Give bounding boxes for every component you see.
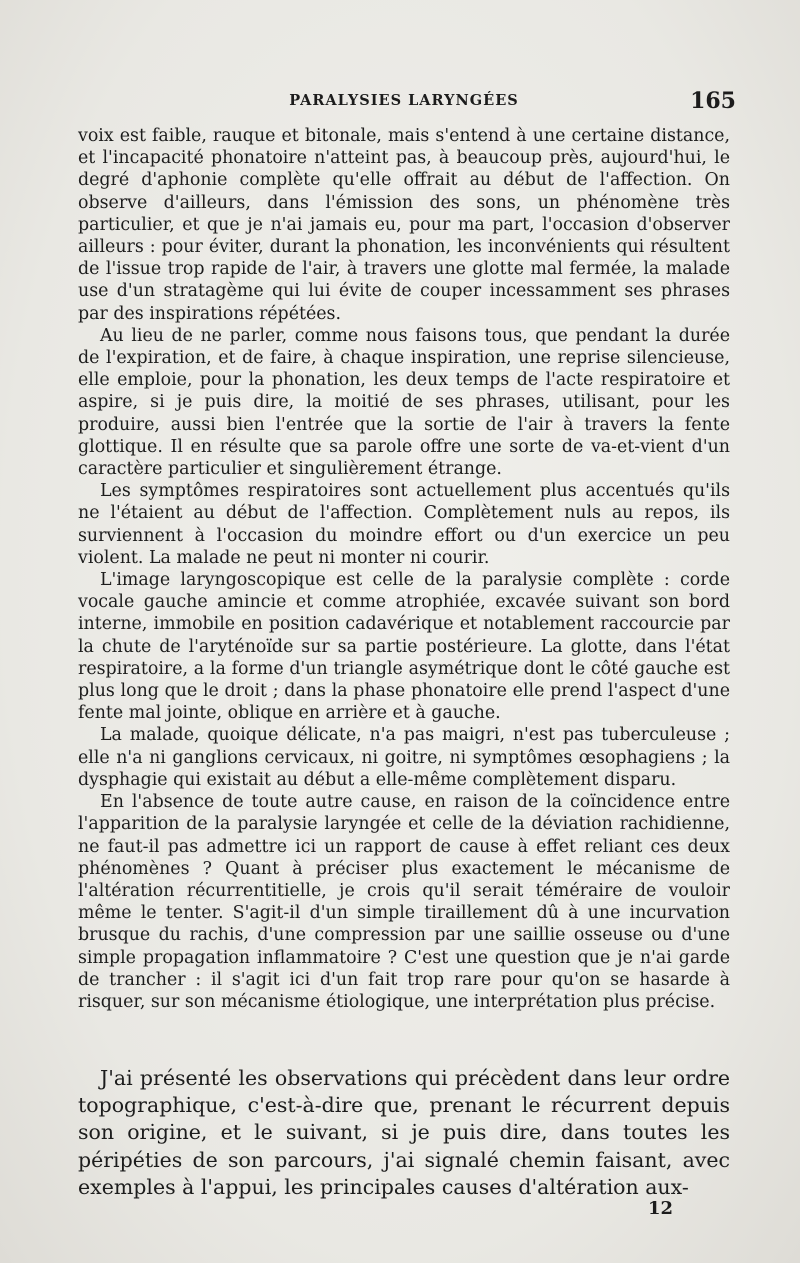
paragraph: La malade, quoique délicate, n'a pas maigri, n'est pas tuberculeuse ; elle n'a ni ganglions cervicaux, ni goitre, ni symptômes œsophagiens ; la dysphagie qui existait au début a elle-même complètement disparu. xyxy=(78,725,730,790)
running-title: PARALYSIES LARYNGÉES xyxy=(289,92,519,109)
printer-signature-mark: 12 xyxy=(648,1198,674,1219)
paragraph: Les symptômes respiratoires sont actuellement plus accentués qu'ils ne l'étaient au début de l'affection. Complètement nuls au repos, ils surviennent à l'occasion du moindre effort ou d'un exercice un peu violent. La malade ne peut ni monter ni courir. xyxy=(78,481,730,568)
paragraph: En l'absence de toute autre cause, en raison de la coïncidence entre l'apparition de la paralysie laryngée et celle de la déviation rachidienne, ne faut-il pas admettre ici un rapport de cause à effet reliant ces deux phénomènes ? Quant à préciser plus exactement le mécanisme de l'altération récurrentitielle, je crois qu'il serait téméraire de vouloir même le tenter. S'agit-il d'un simple tiraillement dû à une incurvation brusque du rachis, d'une compression par une saillie osseuse ou d'une simple propagation inflammatoire ? C'est une question que je n'ai garde de trancher : il s'agit ici d'un fait trop rare pour qu'on se hasarde à risquer, sur son mécanisme étiologique, une interprétation plus précise. xyxy=(78,792,730,1012)
body-text xyxy=(78,125,730,1013)
large-text-block xyxy=(78,1065,730,1201)
page-number: 165 xyxy=(690,88,736,114)
paragraph: L'image laryngoscopique est celle de la paralysie complète : corde vocale gauche amincie et comme atrophiée, excavée suivant son bord interne, immobile en position cadavérique et notablement raccourcie par la chute de l'aryténoïde sur sa partie postérieure. La glotte, dans l'état respiratoire, a la forme d'un triangle asymétrique dont le côté gauche est plus long que le droit ; dans la phase phonatoire elle prend l'aspect d'une fente mal jointe, oblique en arrière et à gauche. xyxy=(78,570,730,724)
paragraph: voix est faible, rauque et bitonale, mais s'entend à une certaine distance, et l'incapacité phonatoire n'atteint pas, à beaucoup près, aujourd'hui, le degré d'aphonie complète qu'elle offrait au début de l'affection. On observe d'ailleurs, dans l'émission des sons, un phénomène très particulier, et que je n'ai jamais eu, pour ma part, l'occasion d'observer ailleurs : pour éviter, durant la phonation, les inconvénients qui résultent de l'issue trop rapide de l'air, à travers une glotte mal fermée, la malade use d'un stratagème qui lui évite de couper incessamment ses phrases par des inspirations répétées. xyxy=(78,126,730,324)
page-header xyxy=(78,88,736,116)
paragraph: Au lieu de ne parler, comme nous faisons tous, que pendant la durée de l'expiration, et de faire, à chaque inspiration, une reprise silencieuse, elle emploie, pour la phonation, les deux temps de l'acte respiratoire et aspire, si je puis dire, la moitié de ses phrases, utilisant, pour les produire, aussi bien l'entrée que la sortie de l'air à travers la fente glottique. Il en résulte que sa parole offre une sorte de va-et-vient d'un caractère particulier et singulièrement étrange. xyxy=(78,325,730,480)
large-paragraph: J'ai présenté les observations qui précèdent dans leur ordre topographique, c'est-à-dire que, prenant le récurrent depuis son origine, et le suivant, si je puis dire, dans toutes les péripéties de son parcours, j'ai signalé chemin faisant, avec exemples à l'appui, les principales causes d'altération aux- xyxy=(78,1066,730,1199)
